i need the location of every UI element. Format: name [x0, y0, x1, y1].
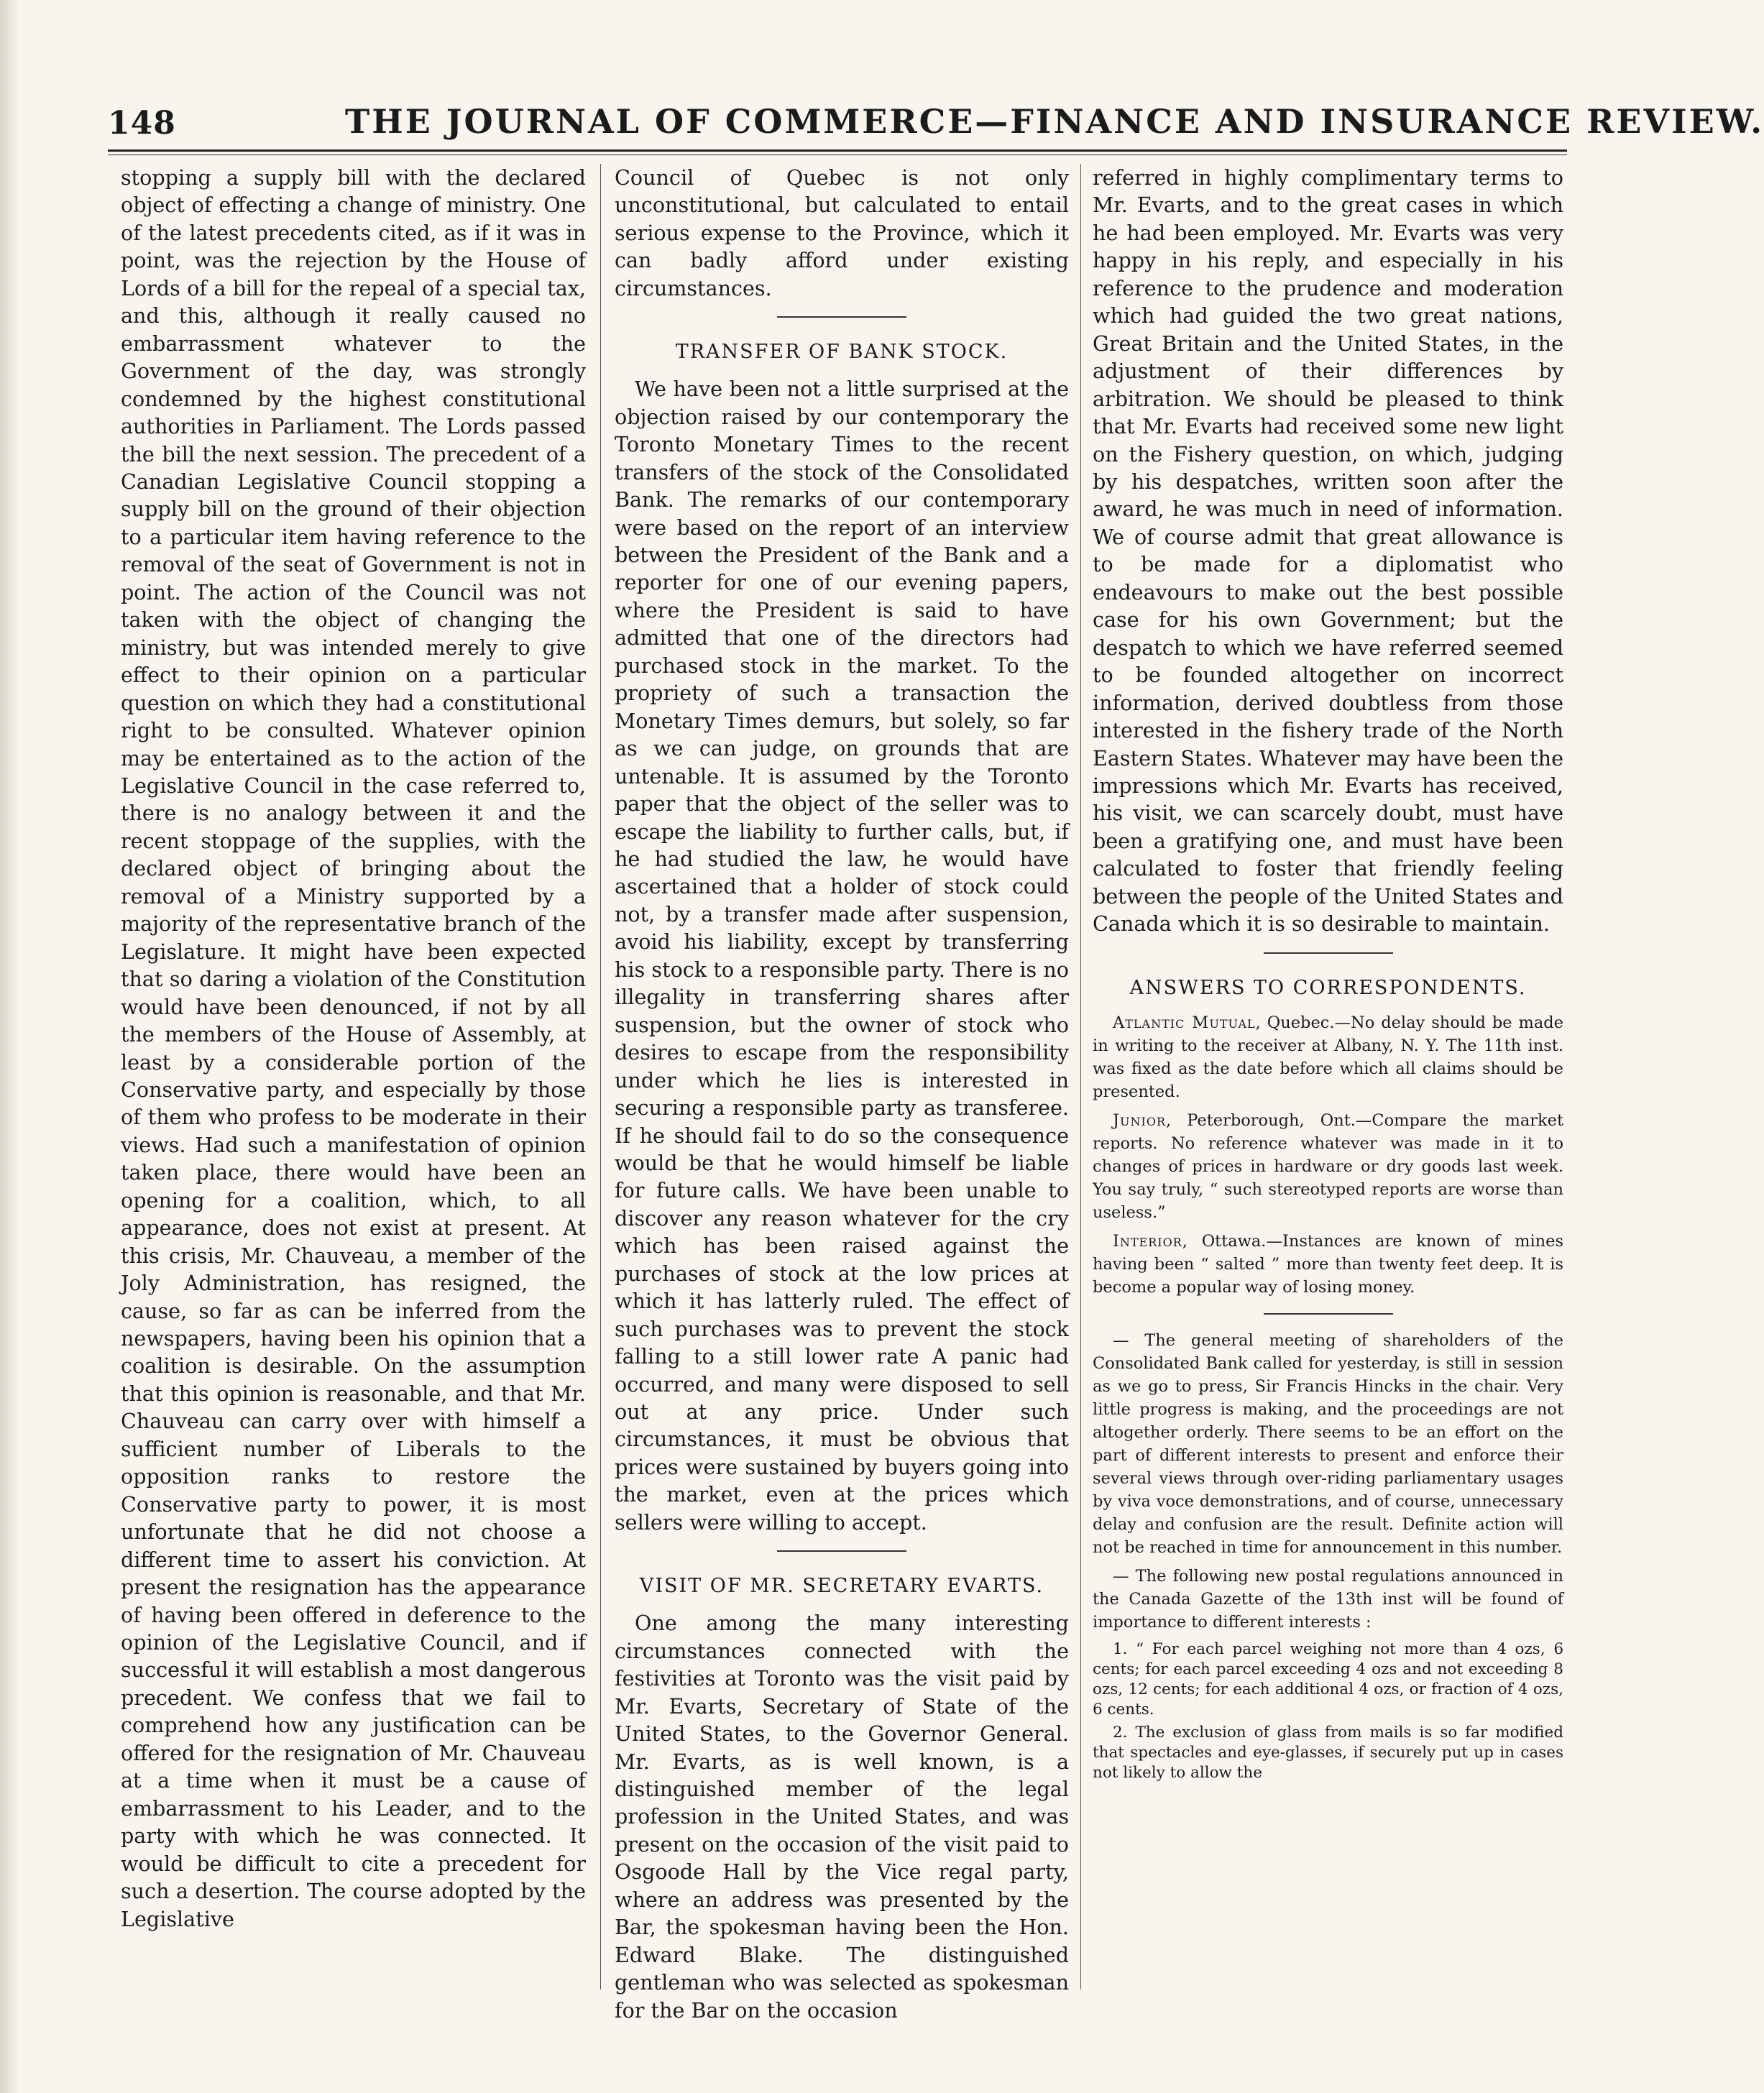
- notice-shareholders-meeting: — The general meeting of shareholders of the Consolidated Bank called for yesterday, is still in session as we go to press, Sir Francis Hincks in the chair. Very little progress is making, and the proceedings are not altogether orderly. There seems to be an effort on the part of different interests to present and enforce their several views through over-riding parliamentary usages by viva voce demonstrations, and of course, unnecessary delay and confusion are the result. Definite action will not be reached in time for announcement in this number.: [1093, 1330, 1563, 1557]
- article-text-supply-bill: stopping a supply bill with the declared object of effecting a change of ministry. One of the latest precedents cited, as if it was in point, was the rejection by the House of Lords of a bill for the repeal of a special tax, and this, although it really caused no embarrassment whatever to the Government of the day, was strongly condemned by the highest constitutional authorities in Parliament. The Lords passed the bill the next session. The precedent of a Canadian Legislative Council stopping a supply bill on the ground of their objection to a particular item having reference to the removal of the seat of Government is not in point. The action of the Council was not taken with the object of changing the ministry, but was intended merely to give effect to their opinion on a particular question on which they had a constitutional right to be consulted. Whatever opinion may be entertained as to the action of the Legislative Council in the case referred to, there is no analogy between it and the recent stoppage of the supplies, with the declared object of bringing about the removal of a Ministry supported by a majority of the representative branch of the Legislature. It might have been expected that so daring a violation of the Constitution would have been denounced, if not by all the members of the House of Assembly, at least by a considerable portion of the Conservative party, and especially by those of them who profess to be moderate in their views. Had such a manifestation of opinion taken place, there would have been an opening for a coalition, which, to all appearance, does not exist at present. At this crisis, Mr. Chauveau, a member of the Joly Administration, has resigned, the cause, so far as can be inferred from the newspapers, having been his opinion that a coalition is desirable. On the assumption that this opinion is reasonable, and that Mr. Chauveau can carry over with himself a sufficient number of Liberals to the opposition ranks to restore the Conservative party to power, it is most unfortunate that he did not choose a different time to assert his conviction. At present the resignation has the appearance of having been offered in deference to the opinion of the Legislative Council, and if successful it will establish a most dangerous precedent. We confess that we fail to comprehend how any justification can be offered for the resignation of Mr. Chauveau at a time when it must be a cause of embarrassment to his Leader, and to the party with which he was connected. It would be difficult to cite a precedent for such a desertion. The course adopted by the Legislative: [121, 165, 586, 1931]
- section-rule: [1264, 1313, 1393, 1315]
- notice-postal-regulations: — The following new postal regulations announced in the Canada Gazette of the 13th inst will be found of importance to different interests :: [1093, 1566, 1563, 1632]
- answer-text: , Peterborough, Ont.—Compare the market reports. No reference whatever was made in it to changes of prices in hardware or dry goods last week. You say truly, “ such stereotyped reports are worse than useless.”: [1093, 1110, 1563, 1222]
- page-number: 148: [108, 105, 176, 142]
- answers-list: [1093, 1011, 1563, 1299]
- regulation-item: 2. The exclusion of glass from mails is so far modified that spectacles and eye-glasses, if securely put up in cases not likely to allow the: [1093, 1723, 1563, 1782]
- answer-text: , Quebec.—No delay should be made in writing to the receiver at Albany, N. Y. The 11th inst. was fixed as the date before which all claims should be presented.: [1093, 1013, 1563, 1101]
- answer-name: Interior: [1113, 1231, 1182, 1251]
- column-3: [1093, 164, 1563, 2004]
- column-2: [615, 164, 1069, 2023]
- notices: [1093, 1329, 1563, 1634]
- article-text-evarts-continued: referred in highly complimentary terms to Mr. Evarts, and to the great cases in which he had been employed. Mr. Evarts was very happy in his reply, and especially in his reference to the prudence and moderation which had guided the two great nations, Great Britain and the United States, in the adjustment of their differences by arbitration. We should be pleased to think that Mr. Evarts had received some new light on the Fishery question, on which, judging by his despatches, written soon after the award, he was much in need of information. We of course admit that great allowance is to be made for a diplomatist who endeavours to make out the best possible case for his own Government; but the despatch to which we have referred seemed to be founded altogether on incorrect information, derived doubtless from those interested in the fishery trade of the North Eastern States. Whatever may have been the impressions which Mr. Evarts has received, his visit, we can scarcely doubt, must have been a gratifying one, and must have been calculated to foster that friendly feeling between the people of the United States and Canada which it is so desirable to maintain.: [1093, 165, 1563, 937]
- section-rule: [777, 316, 906, 318]
- regulation-item: 1. “ For each parcel weighing not more than 4 ozs, 6 cents; for each parcel exceeding 4 ozs and not exceeding 8 ozs, 12 cents; for each additional 4 ozs, or fraction of 4 ozs, 6 cents.: [1093, 1639, 1563, 1719]
- section-title-answers: ANSWERS TO CORRESPONDENTS.: [1129, 976, 1527, 999]
- section-rule: [777, 1550, 906, 1552]
- postal-regulations-list: [1093, 1639, 1563, 1783]
- page-header: [108, 92, 1764, 157]
- section-rule: [1264, 952, 1393, 954]
- article-text-visit-evarts: One among the many interesting circumstances connected with the festivities at Toronto was the visit paid by Mr. Evarts, Secretary of State of the United States, to the Governor General. Mr. Evarts, as is well known, is a distinguished member of the legal profession in the United States, and was present on the occasion of the visit paid to Osgoode Hall by the Vice regal party, where an address was presented by the Bar, the spokesman having been the Hon. Edward Blake. The distinguished gentleman who was selected as spokesman for the Bar on the occasion: [615, 1611, 1069, 2023]
- section-title-transfer-bank-stock: TRANSFER OF BANK STOCK.: [675, 341, 1009, 364]
- scan-margin-shadow: [0, 0, 20, 2093]
- answer-item: [1093, 1230, 1563, 1299]
- section-title-visit-evarts: VISIT OF MR. SECRETARY EVARTS.: [639, 1575, 1044, 1598]
- column-1: [121, 164, 586, 2004]
- column-divider: [1080, 164, 1081, 1990]
- answer-name: Junior: [1113, 1110, 1166, 1130]
- answer-item: [1093, 1011, 1563, 1103]
- article-text-transfer-bank-stock: We have been not a little surprised at the objection raised by our contemporary the Toronto Monetary Times to the recent transfers of the stock of the Consolidated Bank. The remarks of our contemporary were based on the report of an interview between the President of the Bank and a reporter for one of our evening papers, where the President is said to have admitted that one of the directors had purchased stock in the market. To the propriety of such a transaction the Monetary Times demurs, but solely, so far as we can judge, on grounds that are untenable. It is assumed by the Toronto paper that the object of the seller was to escape the liability to further calls, but, if he had studied the law, he would have ascertained that a holder of stock could not, by a transfer made after suspension, avoid his liability, except by transferring his stock to a responsible party. There is no illegality in transferring shares after suspension, but the owner of stock who desires to escape from the responsibility under which he lies is interested in securing a responsible party as transferee. If he should fail to do so the consequence would be that he would himself be liable for future calls. We have been unable to discover any reason whatever for the cry which has been raised against the purchases of stock at the low prices at which it has latterly ruled. The effect of such purchases was to prevent the stock falling to a still lower rate A panic had occurred, and many were disposed to sell out at any price. Under such circumstances, it must be obvious that prices were sustained by buyers going into the market, even at the prices which sellers were willing to accept.: [615, 377, 1069, 1535]
- quebec-council-conclusion: Council of Quebec is not only unconstitutional, but calculated to entail serious expense to the Province, which it can badly afford under existing circumstances.: [615, 165, 1069, 300]
- header-rule: [108, 150, 1567, 152]
- answer-item: [1093, 1109, 1563, 1224]
- answer-name: Atlantic Mutual: [1113, 1013, 1256, 1032]
- answer-text: , Ottawa.—Instances are known of mines having been “ salted ” more than twenty feet deep. It is become a popular way of losing money.: [1093, 1231, 1563, 1297]
- column-divider: [600, 164, 601, 1990]
- journal-title: THE JOURNAL OF COMMERCE—FINANCE AND INSURANCE REVIEW.: [345, 102, 1764, 141]
